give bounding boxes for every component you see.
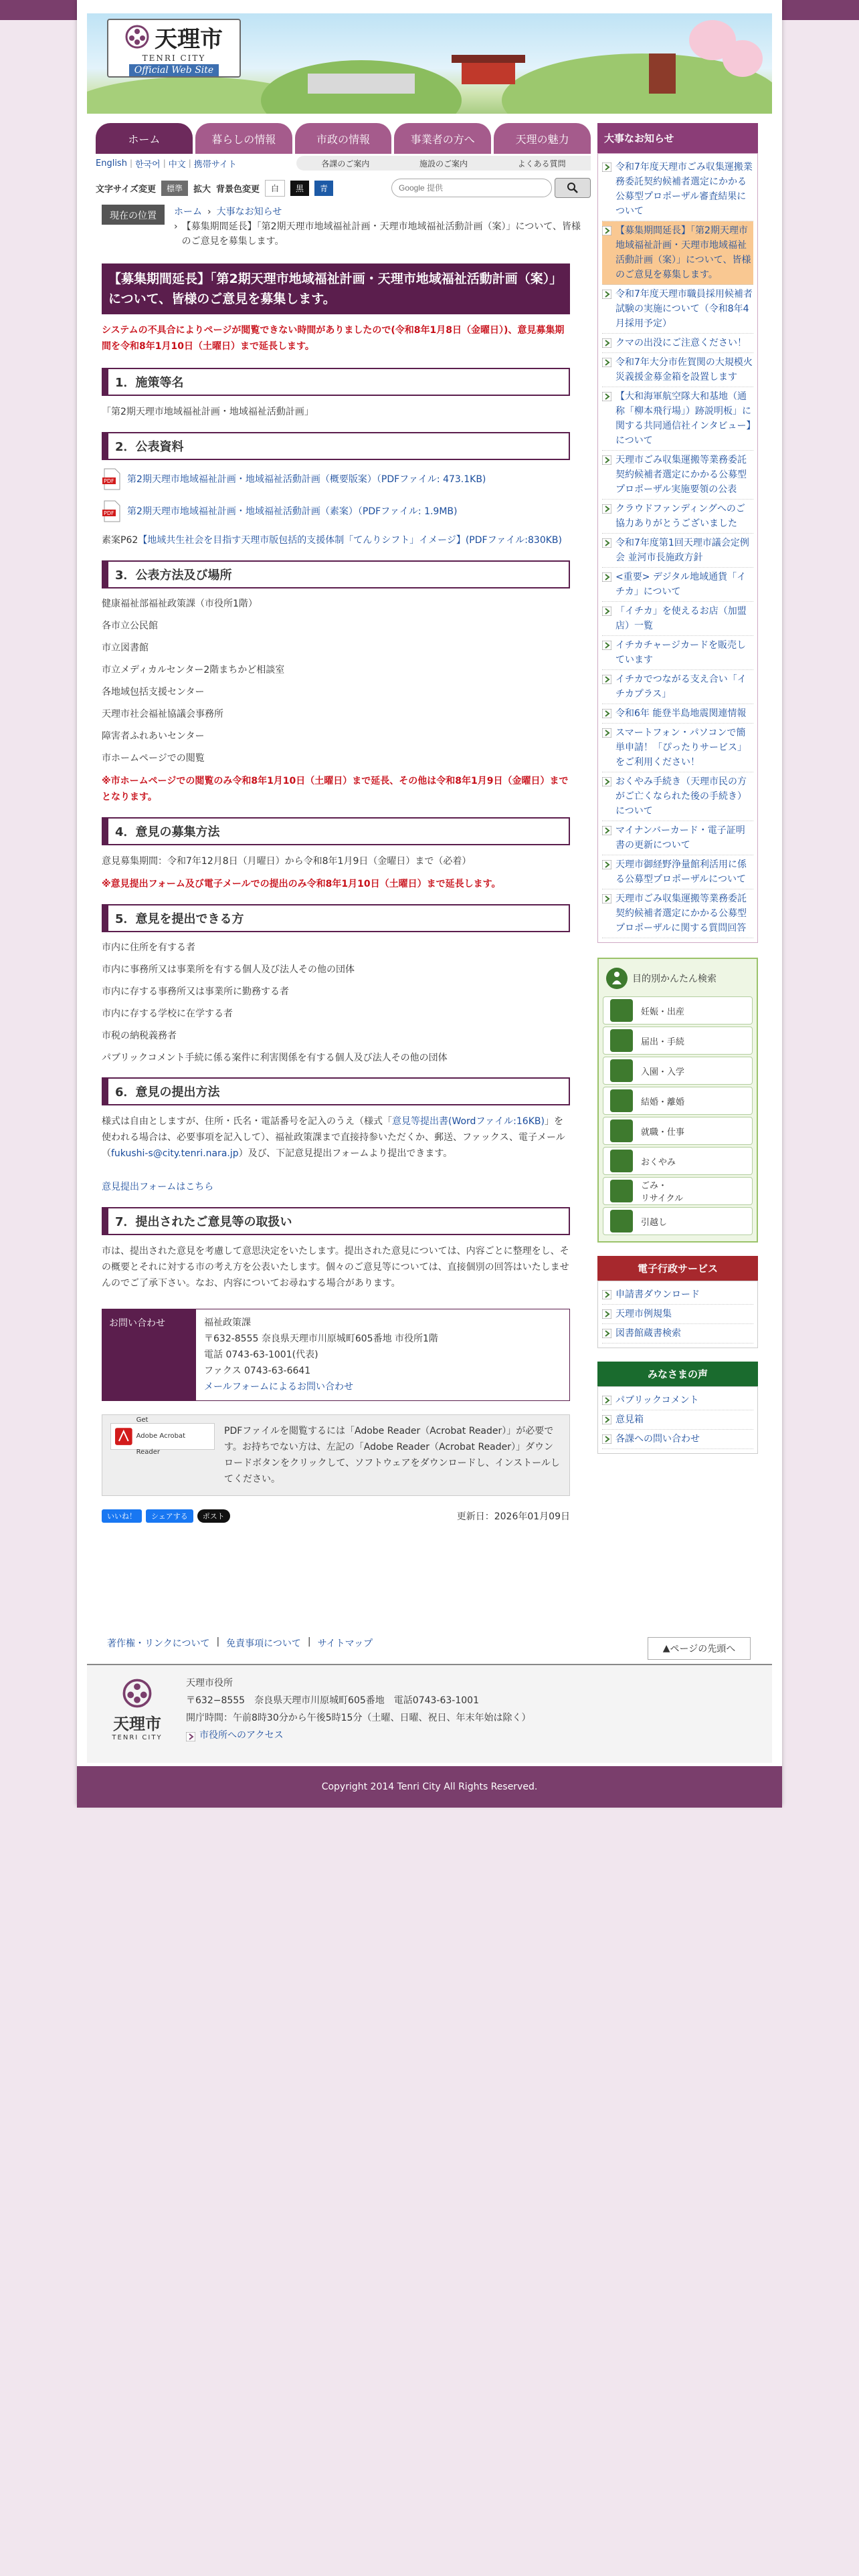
trash-icon <box>610 1180 633 1202</box>
footer-office: 天理市役所 <box>186 1678 233 1689</box>
breadcrumb-current: 【募集期間延長】「第2期天理市地域福祉計画・天理市地域福祉活動計画（案）」について、皆様のご意見を募集します。 <box>181 221 581 247</box>
footer-logo-name: 天理市 <box>113 1714 161 1733</box>
handling-text: 市は、提出された意見を考慮して意思決定をいたします。提出された意見については、内容ごとに整理をし、その概要とそれに対する市の考え方を公表いたします。個々のご意見等については、直接個別の回答はいたしませんのでご了承下さい。なお、内容についてお尋ねする場合があります。 <box>102 1246 569 1289</box>
adobe-reader-download-button[interactable] <box>110 1416 215 1456</box>
footer-info <box>87 1664 772 1763</box>
adobe-badge-text: Adobe Acrobat Reader <box>136 1432 186 1456</box>
life-event-label: 妊娠・出産 <box>641 1006 685 1017</box>
city-emblem-icon <box>122 1679 152 1708</box>
inquiry-mail-link[interactable]: メールフォームによるお問い合わせ <box>204 1382 354 1392</box>
footer-logo <box>107 1679 167 1741</box>
section-heading: 5．意見を提出できる方 <box>102 904 570 932</box>
utility-bar <box>296 156 591 171</box>
arrow-right-icon <box>602 894 611 903</box>
life-event-couple[interactable] <box>603 1087 753 1115</box>
svg-text:PDF: PDF <box>104 510 114 516</box>
footer-copyright-link[interactable]: 著作権・リンクについて <box>107 1638 210 1649</box>
life-event-label: おくやみ <box>641 1157 676 1168</box>
bg-color-label: 背景色変更 <box>216 184 260 195</box>
caret-up-icon: ▲ <box>662 1643 670 1654</box>
news-link[interactable]: 天理市ごみ収集運搬等業務委託契約候補者選定にかかる公募型プロポーザル実施要領の公表 <box>615 455 747 495</box>
news-item <box>602 855 753 889</box>
section-heading: 3．公表方法及び場所 <box>102 560 570 588</box>
header-roof <box>452 55 525 63</box>
lang-english-link[interactable]: English <box>96 158 127 169</box>
list-item: 市内に住所を有する者 <box>102 942 195 953</box>
submission-form-link[interactable]: 意見提出フォームはこちら <box>102 1182 214 1192</box>
arrow-right-icon <box>602 538 611 548</box>
list-item: 各市立公民館 <box>102 621 158 631</box>
document-link-draft[interactable]: 第2期天理市地域福祉計画・地域福祉活動計画（素案）（PDFファイル: 1.9MB) <box>127 506 458 517</box>
news-link[interactable]: 【大和海軍航空隊大和基地（通称「柳本飛行場」）跡説明板」に関する共同通信社インタビュー】について <box>615 391 751 446</box>
list-item: 市立メディカルセンター2階まちかど相談室 <box>102 665 285 675</box>
public-voice-item <box>602 1410 753 1430</box>
news-item <box>602 353 753 387</box>
list-item: 市ホームページでの閲覧 <box>102 753 205 764</box>
footer-links <box>107 1636 373 1650</box>
section-heading: 1．施策等名 <box>102 368 570 396</box>
breadcrumb <box>102 205 583 249</box>
news-link[interactable]: 令和7年度第1回天理市議会定例会 並河市長施政方針 <box>615 538 749 563</box>
list-item: 市内に存する事務所又は事業所に勤務する者 <box>102 986 289 997</box>
news-link[interactable]: 令和7年大分市佐賀関の大規模火災義援金募金箱を設置します <box>615 357 753 383</box>
back-to-top-button[interactable] <box>648 1637 751 1660</box>
faq-link[interactable]: よくある質問 <box>517 158 566 169</box>
extension-notice: システムの不具合によりページが閲覧できない時間がありましたので(令和8年1月8日（金曜日）)、意見募集期間を令和8年1月10日（土曜日）まで延長します。 <box>102 325 565 352</box>
document-link-shift-image[interactable]: 【地域共生社会を目指す天理市版包括的支援体制「てんりシフト」イメージ】(PDFファイル:830KB) <box>138 535 562 546</box>
news-item <box>602 451 753 500</box>
arrow-right-icon <box>602 728 611 738</box>
nav-tab-home[interactable]: ホーム <box>96 123 193 154</box>
site-logo[interactable] <box>107 19 241 78</box>
x-post-button[interactable]: ポスト <box>197 1509 230 1523</box>
inquiry-tel: 電話 0743-63-1001(代表) <box>204 1350 318 1360</box>
public-voice-list <box>597 1386 758 1454</box>
public-voice-item-link[interactable]: パブリックコメント <box>615 1395 699 1406</box>
footer-disclaimer-link[interactable]: 免責事項について <box>226 1638 301 1649</box>
footer-hours: 開庁時間：午前8時30分から午後5時15分（土曜、日曜、祝日、年末年始は除く） <box>186 1713 531 1723</box>
site-search <box>391 178 591 198</box>
inquiry-box <box>102 1309 570 1401</box>
arrow-right-icon <box>602 358 611 367</box>
news-item <box>602 602 753 636</box>
submission-text: 」を使われる場合は、必要事項を記入して）、福祉政策課まで直接持参いただくか、郵送、ファックス、電子メール（ <box>102 1116 565 1159</box>
submission-method <box>102 1113 570 1162</box>
accessibility-toolbar <box>96 178 591 198</box>
bg-white-button[interactable]: 白 <box>265 180 285 197</box>
moving-truck-icon <box>610 1210 633 1232</box>
submission-form-download-link[interactable]: 意見等提出書(Wordファイル:16KB) <box>392 1116 545 1127</box>
news-link[interactable]: クマの出没にご注意ください！ <box>615 338 747 348</box>
e-gov-list <box>597 1281 758 1348</box>
news-link[interactable]: 天理市御経野浄量館利活用に係る公募型プロポーザルについて <box>615 859 747 885</box>
document-prefix: 素案P62 <box>102 535 138 546</box>
comment-period: 意見募集期間：令和7年12月8日（月曜日）から令和8年1月9日（金曜日）まで（必着） <box>102 856 472 867</box>
places-list <box>102 597 570 766</box>
life-event-moving-truck[interactable] <box>603 1207 753 1235</box>
e-gov-heading: 電子行政サービス <box>597 1256 758 1281</box>
bg-black-button[interactable]: 黒 <box>290 181 309 196</box>
life-event-heading: 目的別かんたん検索 <box>632 974 717 984</box>
news-link[interactable]: 「イチカ」を使えるお店（加盟店）一覧 <box>615 606 747 631</box>
list-item: 市内に事務所又は事業所を有する個人及び法人その他の団体 <box>102 964 355 975</box>
chevron-right-icon: › <box>207 207 211 217</box>
life-event-school[interactable] <box>603 1057 753 1085</box>
arrow-right-icon <box>602 338 611 348</box>
header-pagoda <box>649 53 676 94</box>
separator: | <box>216 1636 220 1647</box>
back-to-top-label: ページの先頭へ <box>670 1644 736 1654</box>
section-heading: 7．提出されたご意見等の取扱い <box>102 1207 570 1235</box>
site-header <box>87 13 772 114</box>
sub-nav <box>96 155 591 171</box>
chevron-right-icon: › <box>174 221 178 232</box>
news-item <box>602 772 753 821</box>
arrow-right-icon <box>602 1309 611 1319</box>
logo-en: TENRI CITY <box>142 53 206 63</box>
separator: | <box>129 158 132 168</box>
life-event-label: 届出・手続 <box>641 1037 685 1047</box>
pdf-icon <box>102 500 122 523</box>
news-item <box>602 500 753 534</box>
life-event-label: ごみ・ リサイクル <box>641 1181 684 1204</box>
inquiry-dept: 福祉政策課 <box>204 1317 251 1328</box>
news-link[interactable]: 【募集期間延長】「第2期天理市地域福祉計画・天理市地域福祉活動計画（案）」について、皆様のご意見を募集します。 <box>615 225 751 280</box>
news-item <box>602 334 753 353</box>
news-link[interactable]: スマートフォン・パソコンで簡単申請！「ぴったりサービス」をご利用ください！ <box>615 728 747 768</box>
submission-text: ）及び、下記意見提出フォームより提出できます。 <box>238 1148 453 1159</box>
arrow-right-icon <box>602 641 611 650</box>
updated-date: 更新日：2026年01月09日 <box>456 1511 570 1522</box>
places-note: ※市ホームページでの閲覧のみ令和8年1月10日（土曜日）まで延長、その他は令和8年1月9日（金曜日）までとなります。 <box>102 776 569 802</box>
separator: | <box>307 1636 311 1647</box>
arrow-right-icon <box>602 392 611 401</box>
e-gov-item-link[interactable]: 天理市例規集 <box>615 1309 672 1319</box>
dept-guide-link[interactable]: 各課のご案内 <box>321 158 370 169</box>
list-item: 各地域包括支援センター <box>102 687 205 697</box>
arrow-right-icon <box>602 709 611 718</box>
search-input[interactable] <box>391 179 552 197</box>
separator: | <box>163 158 166 168</box>
city-emblem-icon <box>125 25 149 49</box>
section-heading: 4．意見の募集方法 <box>102 817 570 845</box>
font-enlarge-button[interactable]: 拡大 <box>193 184 211 195</box>
list-item: 市税の納税義務者 <box>102 1031 177 1041</box>
news-item <box>602 821 753 855</box>
svg-text:PDF: PDF <box>104 478 114 484</box>
life-event-condolence[interactable] <box>603 1147 753 1175</box>
adobe-notice-text: PDFファイルを閲覧するには「Adobe Reader（Acrobat Reader）」が必要です。お持ちでない方は、左記の「Adobe Reader（Acrobat Reader）」ダウンロードボタンをクリックして、ソフトウェアをダウンロードし、インストールしてください。 <box>224 1426 560 1485</box>
adobe-badge-get: Get <box>136 1416 149 1424</box>
search-button[interactable] <box>555 178 591 198</box>
global-nav <box>96 123 591 154</box>
arrow-right-icon <box>602 504 611 514</box>
news-link[interactable]: 令和7年度天理市ごみ収集運搬業務委託契約候補者選定にかかる公募型プロポーザル審査結果について <box>615 162 753 217</box>
life-event-label: 結婚・離婚 <box>641 1097 685 1107</box>
adobe-reader-notice <box>102 1414 570 1496</box>
footer-access-link[interactable]: 市役所へのアクセス <box>199 1730 284 1741</box>
arrow-right-icon <box>602 1415 611 1424</box>
footer-address: 〒632−8555 奈良県天理市川原城町605番地 電話0743-63-1001 <box>186 1695 479 1706</box>
submission-text: 様式は自由としますが、住所・氏名・電話番号を記入のうえ（様式「 <box>102 1116 392 1127</box>
e-gov-item <box>602 1324 753 1344</box>
life-event-label: 引越し <box>641 1217 668 1228</box>
arrow-right-icon <box>602 226 611 235</box>
arrow-right-icon <box>602 290 611 299</box>
arrow-right-icon <box>602 826 611 835</box>
arrow-right-icon <box>602 1434 611 1444</box>
arrow-right-icon <box>602 675 611 684</box>
nav-tab-government[interactable]: 市政の情報 <box>295 123 392 154</box>
news-link[interactable]: 令和6年 能登半島地震関連情報 <box>615 708 747 719</box>
lang-korean-link[interactable]: 한국어 <box>135 159 161 170</box>
news-item <box>602 889 753 938</box>
share-row <box>102 1509 570 1523</box>
separator: | <box>188 158 191 168</box>
public-voice-item-link[interactable]: 意見箱 <box>615 1414 644 1425</box>
inquiry-fax: ファクス 0743-63-6641 <box>204 1366 311 1376</box>
school-icon <box>610 1059 633 1082</box>
news-item <box>602 724 753 772</box>
list-item: 障害者ふれあいセンター <box>102 731 205 742</box>
life-event-label: 就職・仕事 <box>641 1127 685 1138</box>
logo-subtitle: Official Web Site <box>129 64 219 76</box>
life-event-form[interactable] <box>603 1027 753 1055</box>
submission-email-link[interactable]: fukushi-s@city.tenri.nara.jp <box>111 1148 239 1159</box>
e-gov-item-link[interactable]: 申請書ダウンロード <box>615 1289 700 1300</box>
news-link[interactable]: 天理市ごみ収集運搬等業務委託契約候補者選定にかかる公募型プロポーザルに関する質問回答 <box>615 893 747 934</box>
list-item: 市内に存する学校に在学する者 <box>102 1008 233 1019</box>
person-icon <box>605 967 628 990</box>
list-item: パブリックコメント手続に係る案件に利害関係を有する個人及び法人その他の団体 <box>102 1053 448 1063</box>
news-item <box>602 158 753 221</box>
news-item <box>602 221 753 285</box>
arrow-right-icon <box>602 1329 611 1338</box>
e-gov-item <box>602 1305 753 1324</box>
important-news-heading: 大事なお知らせ <box>597 123 758 153</box>
news-item <box>602 285 753 334</box>
policy-name: 「第2期天理市地域福祉計画・地域福祉活動計画」 <box>102 407 314 417</box>
footer-sitemap-link[interactable]: サイトマップ <box>317 1638 373 1649</box>
news-item <box>602 636 753 670</box>
public-voice-item <box>602 1430 753 1449</box>
news-link[interactable]: イチカチャージカードを販売しています <box>615 640 747 665</box>
couple-icon <box>610 1089 633 1112</box>
magnifier-icon <box>567 182 579 194</box>
news-link[interactable]: マイナンバーカード・電子証明書の更新について <box>615 825 745 851</box>
document-item <box>102 468 570 491</box>
news-item <box>602 704 753 724</box>
news-item <box>602 387 753 451</box>
form-icon <box>610 1029 633 1052</box>
adobe-acrobat-icon <box>115 1428 132 1445</box>
document-link-summary[interactable]: 第2期天理市地域福祉計画・地域福祉活動計画（概要版案）（PDFファイル: 473.1KB) <box>127 474 486 485</box>
pdf-icon <box>102 468 122 491</box>
font-size-label: 文字サイズ変更 <box>96 184 156 195</box>
inquiry-label: お問い合わせ <box>102 1309 196 1400</box>
font-standard-button[interactable]: 標準 <box>161 181 188 196</box>
breadcrumb-section-link[interactable]: 大事なお知らせ <box>216 207 282 217</box>
arrow-right-icon <box>602 777 611 786</box>
header-blossom <box>723 40 763 77</box>
footer-logo-en: TENRI CITY <box>112 1734 163 1741</box>
briefcase-icon <box>610 1119 633 1142</box>
main-content <box>102 263 570 1523</box>
life-event-briefcase[interactable] <box>603 1117 753 1145</box>
condolence-icon <box>610 1150 633 1172</box>
breadcrumb-label: 現在の位置 <box>102 205 165 225</box>
facility-guide-link[interactable]: 施設のご案内 <box>419 158 468 169</box>
news-link[interactable]: 令和7年度天理市職員採用候補者試験の実施について（令和8年4月採用予定） <box>615 289 753 329</box>
life-event-label: 入園・入学 <box>641 1067 685 1077</box>
arrow-right-icon <box>602 455 611 465</box>
eligible-list <box>102 940 570 1065</box>
arrow-right-icon <box>602 572 611 582</box>
list-item: 市立図書館 <box>102 643 149 653</box>
arrow-right-icon <box>602 1396 611 1405</box>
inquiry-address: 〒632-8555 奈良県天理市川原城町605番地 市役所1階 <box>204 1333 438 1344</box>
news-link[interactable]: おくやみ手続き（天理市民の方がご亡くなられた後の手続き）について <box>615 776 747 817</box>
news-item <box>602 568 753 602</box>
arrow-right-icon <box>602 860 611 869</box>
arrow-right-icon <box>602 163 611 172</box>
facebook-share-button[interactable]: シェアする <box>146 1509 193 1523</box>
bg-blue-button[interactable]: 青 <box>314 181 333 196</box>
logo-name: 天理市 <box>155 25 223 53</box>
copyright: Copyright 2014 Tenri City All Rights Reserved. <box>77 1766 782 1808</box>
period-note: ※意見提出フォーム及び電子メールでの提出のみ令和8年1月10日（土曜日）まで延長します。 <box>102 879 501 889</box>
list-item: 天理市社会福祉協議会事務所 <box>102 709 223 720</box>
language-links <box>96 157 296 170</box>
arrow-right-icon <box>186 1732 195 1741</box>
news-item <box>602 670 753 704</box>
mobile-site-link[interactable]: 携帯サイト <box>193 159 237 170</box>
arrow-right-icon <box>602 1290 611 1299</box>
news-link[interactable]: イチカでつながる支え合い「イチカプラス」 <box>615 674 747 700</box>
sidebar <box>597 123 758 1454</box>
news-link[interactable]: クラウドファンディングへのご協力ありがとうございました <box>615 504 745 529</box>
facebook-like-button[interactable]: いいね！ <box>102 1509 142 1523</box>
e-gov-item-link[interactable]: 図書館蔵書検索 <box>615 1328 681 1339</box>
header-building <box>308 74 415 94</box>
important-news-list <box>597 153 758 943</box>
news-link[interactable]: <重要> デジタル地域通貨「イチカ」について <box>615 572 747 597</box>
nav-tab-business[interactable]: 事業者の方へ <box>394 123 491 154</box>
section-heading: 6．意見の提出方法 <box>102 1077 570 1105</box>
life-event-trash[interactable] <box>603 1177 753 1205</box>
nav-tab-attractions[interactable]: 天理の魅力 <box>494 123 591 154</box>
document-item <box>102 500 570 523</box>
nav-tab-living[interactable]: 暮らしの情報 <box>195 123 292 154</box>
life-event-search <box>597 958 758 1243</box>
section-heading: 2．公表資料 <box>102 432 570 460</box>
list-item: 健康福祉部福祉政策課（市役所1階） <box>102 599 258 609</box>
arrow-right-icon <box>602 607 611 616</box>
life-event-pregnancy[interactable] <box>603 996 753 1025</box>
public-voice-heading: みなさまの声 <box>597 1362 758 1386</box>
e-gov-item <box>602 1285 753 1305</box>
pregnancy-icon <box>610 999 633 1022</box>
document-item <box>102 532 570 548</box>
breadcrumb-home-link[interactable]: ホーム <box>174 207 202 217</box>
header-building <box>462 62 515 84</box>
lang-chinese-link[interactable]: 中文 <box>168 159 186 170</box>
news-item <box>602 534 753 568</box>
public-voice-item <box>602 1391 753 1410</box>
page-title: 【募集期間延長】「第2期天理市地域福祉計画・天理市地域福祉活動計画（案）」について、皆様のご意見を募集します。 <box>102 263 570 314</box>
public-voice-item-link[interactable]: 各課への問い合わせ <box>615 1434 700 1444</box>
